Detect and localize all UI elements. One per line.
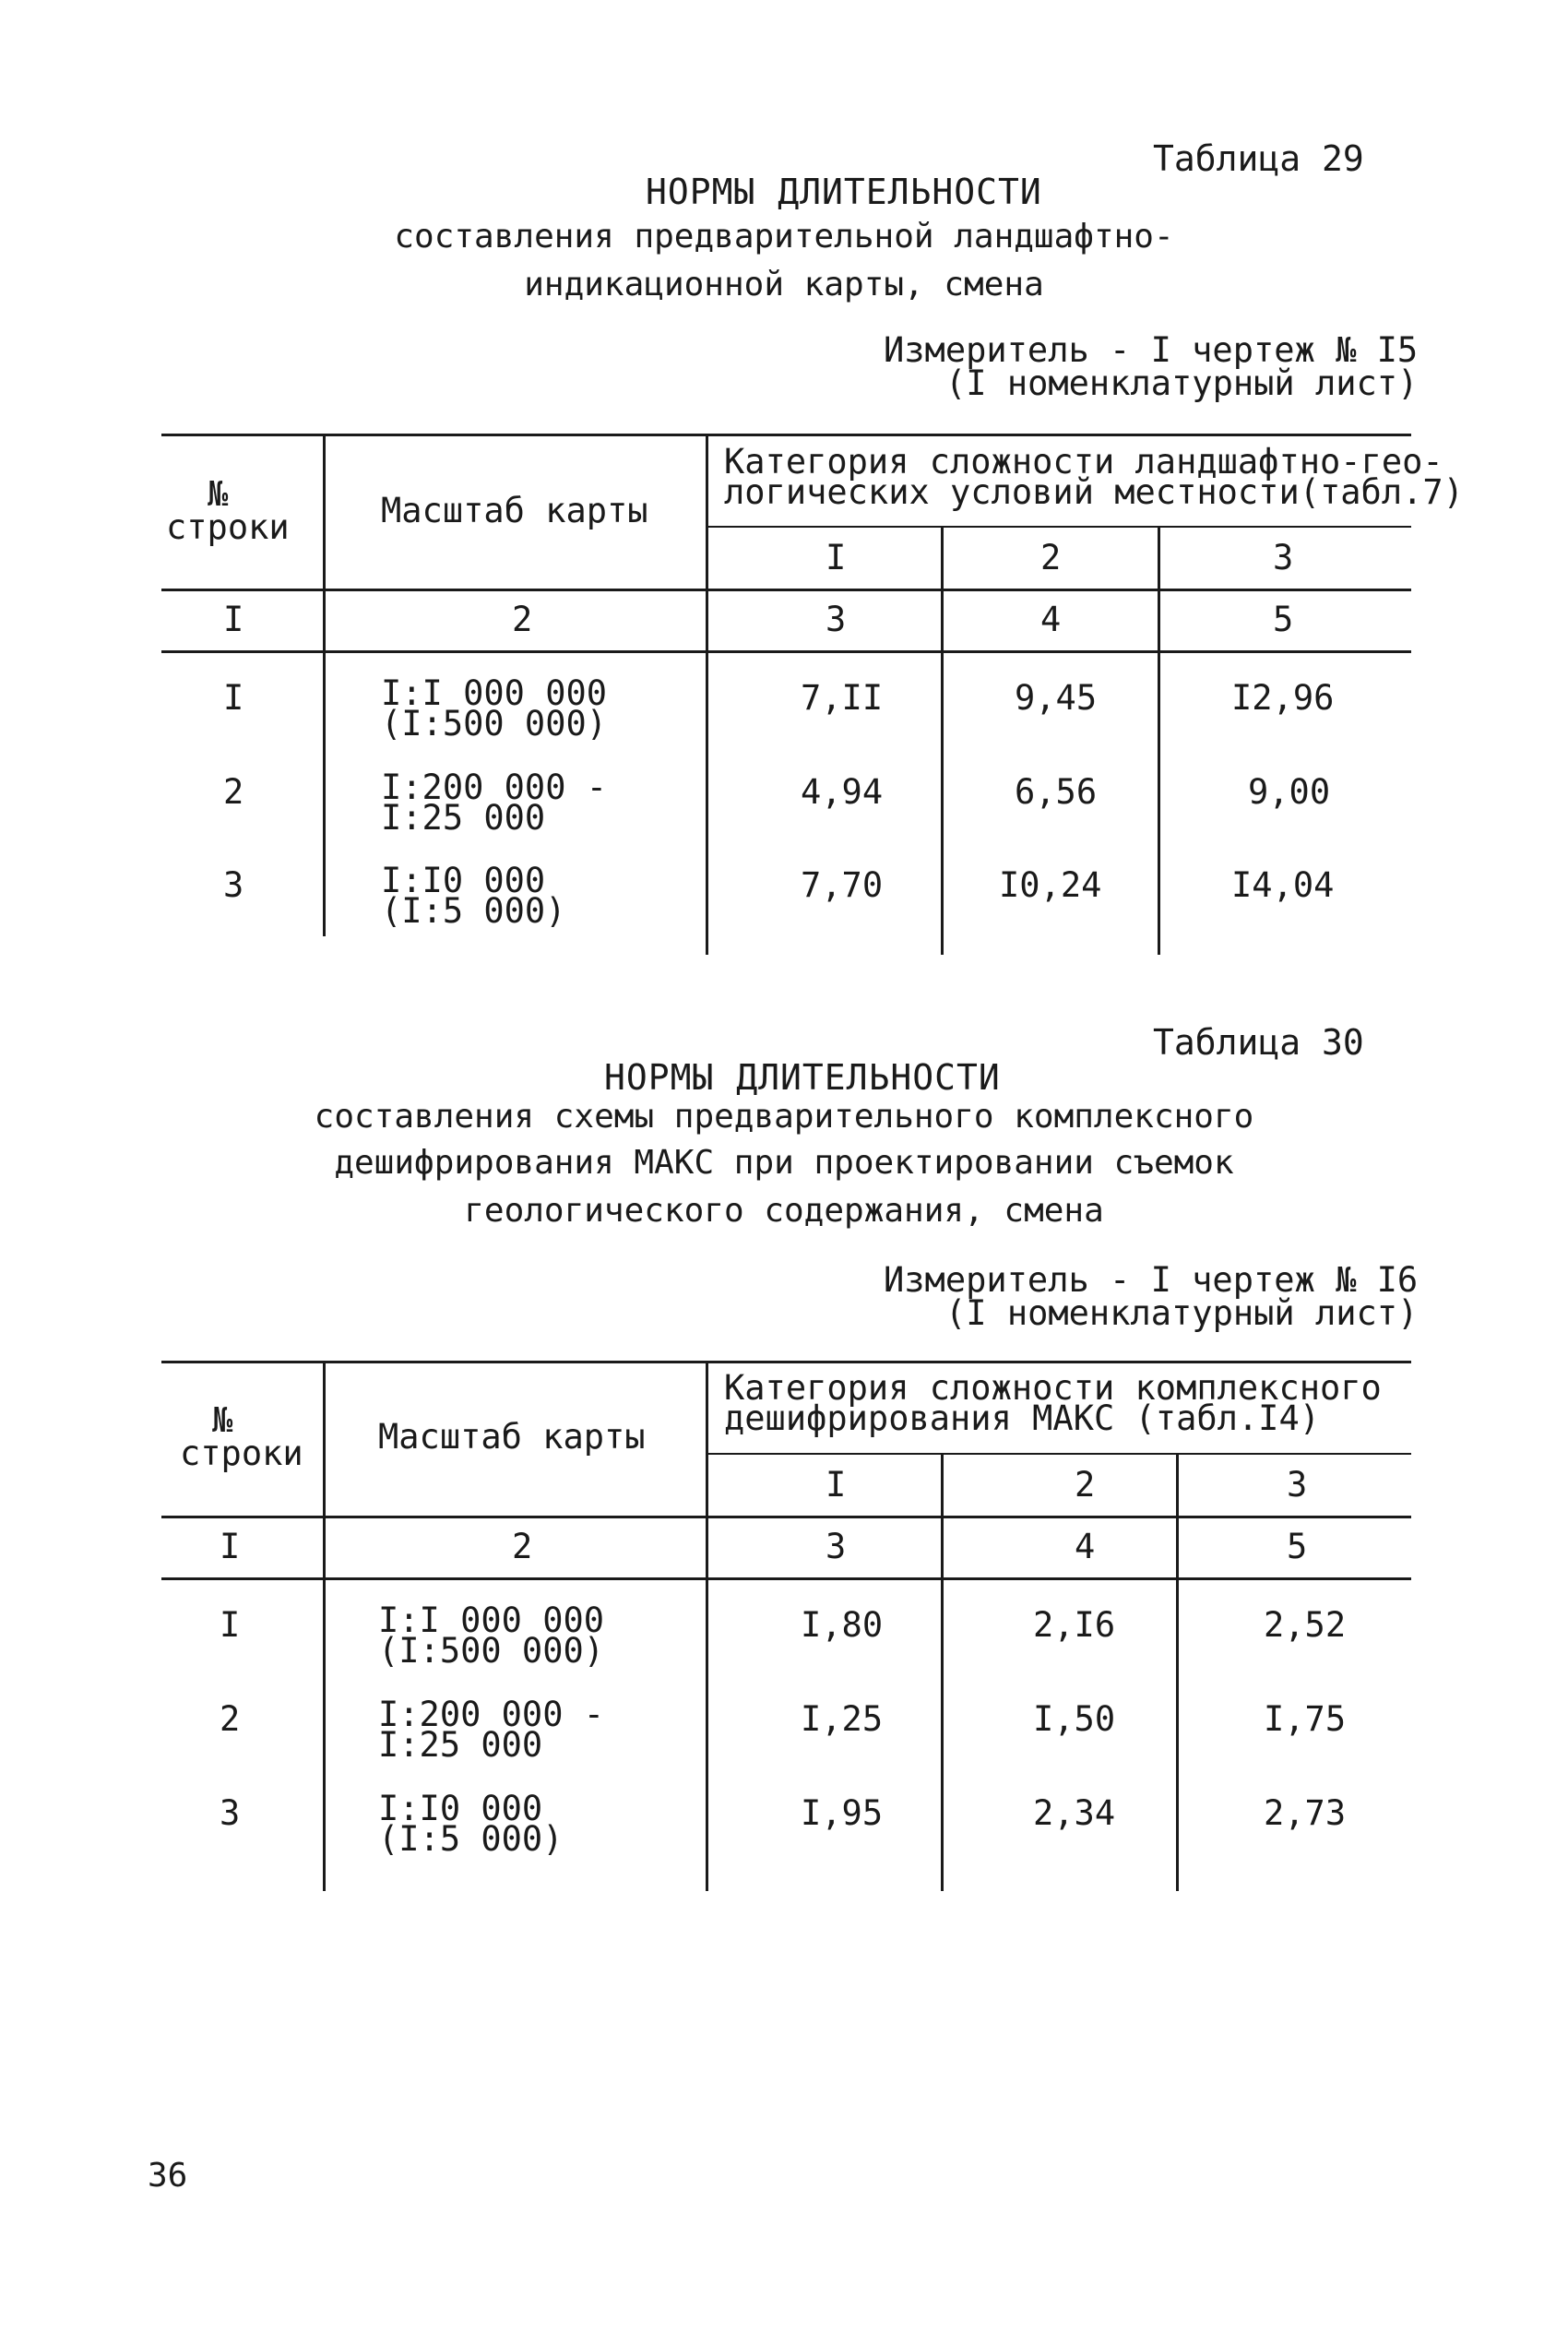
table29-row3-no: 3: [223, 865, 244, 905]
table30-header-category-line1: Категория сложности комплексного: [724, 1368, 1382, 1408]
table29-header-cat-3: 3: [1273, 538, 1294, 577]
table29-vline-3: [941, 526, 944, 955]
table30-colnum-5: 5: [1287, 1527, 1308, 1566]
table29-subtitle-line2: индикационной карты, смена: [524, 266, 1044, 303]
table29-row2-value3: 9,00: [1248, 772, 1331, 812]
table29-header-row-no-label: строки: [166, 507, 290, 547]
table30-title: НОРМЫ ДЛИТЕЛЬНОСТИ: [604, 1057, 1001, 1098]
table30-row3-no: 3: [220, 1793, 241, 1833]
table29-row2-scale-line1: I:200 000 -: [381, 767, 608, 807]
table29-row1-value3: I2,96: [1231, 678, 1335, 718]
table30-measure-line2: (I номенклатурный лист): [945, 1293, 1419, 1333]
table29-measure-line2: (I номенклатурный лист): [945, 363, 1419, 403]
table30-row1-value3: 2,52: [1264, 1605, 1347, 1645]
table30-vline-2: [706, 1361, 708, 1891]
table30-rule-header: [161, 1516, 1411, 1518]
table29-subtitle-line1: составления предварительной ландшафтно-: [394, 218, 1174, 256]
table29-row2-value2: 6,56: [1015, 772, 1098, 812]
table29-rule-top: [161, 434, 1411, 436]
table29-colnum-3: 3: [826, 600, 847, 639]
table29-number: Таблица 29: [1153, 138, 1364, 179]
table30-rule-top: [161, 1361, 1411, 1363]
table30-row1-no: I: [220, 1605, 241, 1645]
table30-row1-value1: I,80: [801, 1605, 884, 1645]
table29-rule-category: [706, 526, 1411, 528]
table30-row1-scale-line1: I:I 000 000: [378, 1600, 605, 1640]
table29-row3-value3: I4,04: [1231, 865, 1335, 905]
table29-row2-scale-line2: I:25 000: [381, 798, 546, 838]
table29-colnum-5: 5: [1273, 600, 1294, 639]
table30-rule-colnums: [161, 1577, 1411, 1580]
table30-header-row-no-label: строки: [180, 1434, 303, 1473]
table29-row2-no: 2: [223, 772, 244, 812]
table30-header-scale: Масштаб карты: [378, 1417, 646, 1457]
table30-row3-value2: 2,34: [1033, 1793, 1116, 1833]
table29-rule-colnums: [161, 650, 1411, 653]
table30-header-cat-2: 2: [1075, 1465, 1096, 1505]
table30-row2-no: 2: [220, 1699, 241, 1739]
table30-number: Таблица 30: [1153, 1022, 1364, 1063]
table29-colnum-4: 4: [1040, 600, 1062, 639]
table30-subtitle-line1: составления схемы предварительного комплексного: [314, 1098, 1254, 1136]
table29-row1-scale-line2: (I:500 000): [381, 704, 608, 744]
table30-vline-1: [323, 1361, 326, 1891]
table29-header-cat-1: I: [826, 538, 847, 577]
table29-vline-1: [323, 434, 326, 936]
table30-row2-scale-line2: I:25 000: [378, 1725, 543, 1765]
table29-header-cat-2: 2: [1040, 538, 1062, 577]
table30-rule-category: [706, 1453, 1411, 1455]
table29-row1-value1: 7,II: [801, 678, 884, 718]
table29-row1-value2: 9,45: [1015, 678, 1098, 718]
table30-header-row-no-symbol: №: [212, 1400, 233, 1440]
table29-title: НОРМЫ ДЛИТЕЛЬНОСТИ: [646, 172, 1042, 212]
table30-row1-scale-line2: (I:500 000): [378, 1631, 605, 1671]
table29-header-category-line2: логических условий местности(табл.7): [724, 472, 1464, 512]
table29-row3-scale-line2: (I:5 000): [381, 891, 566, 931]
table29-row3-scale-line1: I:I0 000: [381, 861, 546, 900]
table30-header-cat-1: I: [826, 1465, 847, 1505]
table29-vline-4: [1158, 526, 1160, 955]
table30-header-category-line2: дешифрирования МАКС (табл.I4): [724, 1398, 1321, 1438]
table29-header-category-line1: Категория сложности ландшафтно-гео-: [724, 442, 1443, 482]
table30-subtitle-line3: геологического содержания, смена: [464, 1192, 1104, 1230]
table29-colnum-2: 2: [512, 600, 533, 639]
table30-row2-scale-line1: I:200 000 -: [378, 1695, 605, 1734]
table30-row1-value2: 2,I6: [1033, 1605, 1116, 1645]
table30-row2-value2: I,50: [1033, 1699, 1116, 1739]
table30-colnum-1: I: [220, 1527, 241, 1566]
table30-vline-3: [941, 1453, 944, 1891]
table30-vline-4: [1176, 1453, 1179, 1891]
table30-colnum-3: 3: [826, 1527, 847, 1566]
table29-header-row-no-symbol: №: [208, 474, 229, 514]
table29-row3-value1: 7,70: [801, 865, 884, 905]
table30-row2-value1: I,25: [801, 1699, 884, 1739]
table29-measure-line1: Измеритель - I чертеж № I5: [884, 330, 1419, 370]
table29-row3-value2: I0,24: [999, 865, 1102, 905]
table30-row2-value3: I,75: [1264, 1699, 1347, 1739]
table30-measure-line1: Измеритель - I чертеж № I6: [884, 1260, 1419, 1300]
table29-row1-scale-line1: I:I 000 000: [381, 673, 608, 713]
table29-header-scale: Масштаб карты: [381, 491, 648, 530]
table29-vline-2: [706, 434, 708, 955]
table29-colnum-1: I: [223, 600, 244, 639]
table30-header-cat-3: 3: [1287, 1465, 1308, 1505]
table30-colnum-2: 2: [512, 1527, 533, 1566]
table30-row3-value1: I,95: [801, 1793, 884, 1833]
page-number: 36: [148, 2157, 188, 2195]
table30-row3-scale-line1: I:I0 000: [378, 1789, 543, 1828]
table29-row2-value1: 4,94: [801, 772, 884, 812]
table29-rule-header: [161, 589, 1411, 591]
table30-row3-value3: 2,73: [1264, 1793, 1347, 1833]
table30-colnum-4: 4: [1075, 1527, 1096, 1566]
table29-row1-no: I: [223, 678, 244, 718]
table30-row3-scale-line2: (I:5 000): [378, 1819, 564, 1859]
table30-subtitle-line2: дешифрирования МАКС при проектировании съемок: [334, 1144, 1234, 1182]
